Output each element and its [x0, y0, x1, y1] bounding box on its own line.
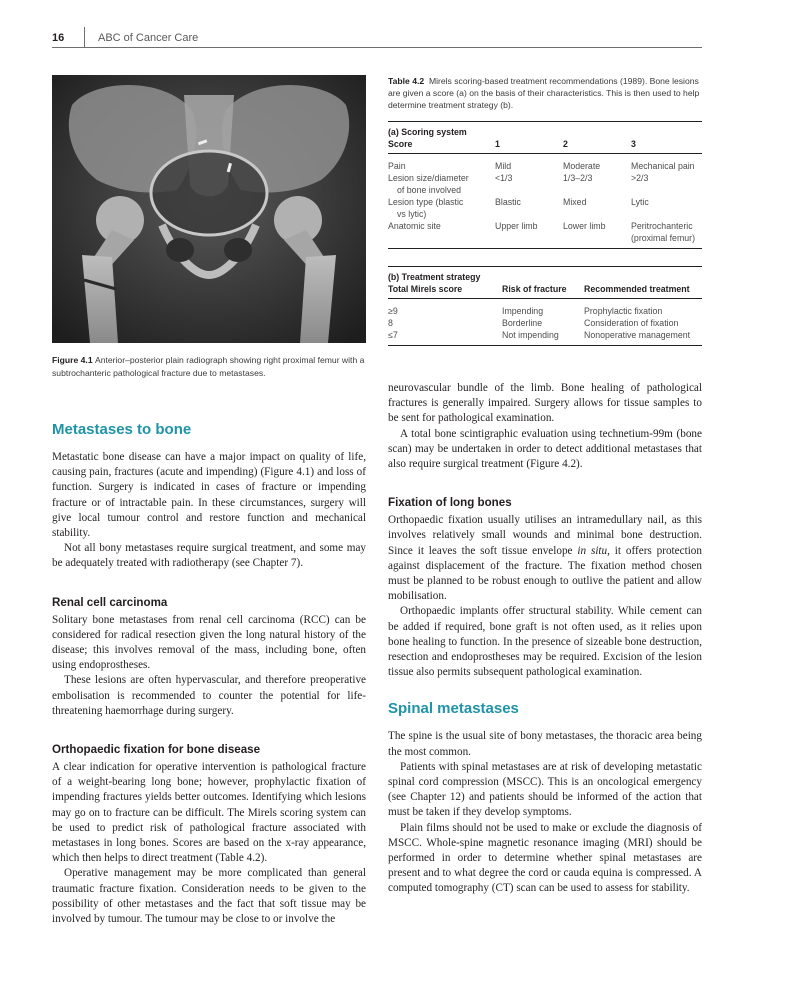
radiograph-image — [52, 75, 366, 343]
paragraph: A clear indication for operative intervention is pathological fracture of a weight-bearing long bone; however, prophylactic fixation of impending fractures yields better outcomes. Identifying which lesions may go on to fracture can be difficult. The Mirels scoring system can be used to predict risk of pathological fracture associated with metastases in long bones. Scores are based on the x-ray appearance, which then helps to direct treatment (Table 4.2). — [52, 761, 366, 865]
table-header-cell: Recommended treatment — [584, 284, 690, 294]
table-cell: Not impending — [502, 330, 559, 340]
table-cell: >2/3 — [631, 173, 649, 183]
table-cell: Moderate — [563, 161, 601, 171]
paragraph: Not all bony metastases require surgical treatment, and some may be adequately treated with radiotherapy (see Chapter 7). — [52, 542, 366, 570]
table-cell: 1/3–2/3 — [563, 173, 593, 183]
paragraph: Plain films should not be used to make or exclude the diagnosis of MSCC. Whole-spine magnetic resonance imaging (MRI) should be performed in order to determine whether spinal metastases are present and to what degree the cord or cauda equina is compressed. A computed tomography (CT) scan can be used to assess for stability. — [388, 821, 702, 895]
paragraph: These lesions are often hypervascular, and therefore preoperative embolisation is recommended to counter the potential for life-threatening haemorrhage during surgery. — [52, 674, 366, 717]
pelvis-xray-illustration — [52, 75, 366, 343]
heading-metastases-to-bone: Metastases to bone — [52, 421, 192, 438]
table-cell: Blastic — [495, 197, 521, 207]
table-cell: Anatomic site — [388, 221, 441, 231]
table-cell: <1/3 — [495, 173, 513, 183]
table-header-cell: 2 — [563, 139, 568, 149]
figure-caption-text: Anterior–posterior plain radiograph showing right proximal femur with a subtrochanteric pathological fracture due to metastases. — [52, 355, 365, 378]
figure-label: Figure 4.1 — [52, 355, 93, 365]
paragraph: The spine is the usual site of bony metastases, the thoracic area being the most common. — [388, 730, 702, 758]
table-caption — [388, 75, 702, 111]
heading-fixation-of-long-bones: Fixation of long bones — [388, 496, 512, 510]
table-row — [388, 172, 702, 196]
table-header-cell: Total Mirels score — [388, 284, 463, 294]
right-column — [388, 75, 702, 897]
paragraph: Operative management may be more complicated than general traumatic fracture fixation. Consideration needs to be given to the possibility of other metastases and the fact that soft tissue may be involved by tumour. The tumour may be close to or involve the — [52, 867, 366, 926]
table-cell: Prophylactic fixation — [584, 306, 663, 316]
header-rule — [52, 47, 702, 48]
table-label: Table 4.2 — [388, 76, 425, 86]
table-cell — [631, 220, 702, 249]
table-cell-text: Lesion size/diameter — [388, 173, 469, 183]
table-row — [388, 299, 702, 318]
table-cell: ≤7 — [388, 330, 398, 340]
table-cell-text: (proximal femur) — [631, 233, 696, 243]
table-cell: Mixed — [563, 197, 587, 207]
paragraph — [388, 513, 702, 604]
table-cell — [388, 196, 495, 220]
table-header-cell: Risk of fracture — [502, 284, 567, 294]
treatment-strategy-table — [388, 266, 702, 346]
paragraph-text: Orthopaedic fixation usually utilises an intramedullary nail, as this involves relatively small wounds and minimal bone destruction. Since it leaves the soft tissue envelope — [388, 514, 702, 557]
table-part-b-title: (b) Treatment strategy — [388, 272, 481, 282]
scoring-system-table — [388, 121, 702, 249]
table-cell: Nonoperative management — [584, 330, 691, 340]
paragraph: Patients with spinal metastases are at risk of developing metastatic spinal cord compression (MSCC). This is an oncological emergency (see Chapter 12) and patients should be informed of the action that must be taken if they develop symptoms. — [388, 760, 702, 819]
heading-spinal-metastases: Spinal metastases — [388, 700, 519, 718]
book-title: ABC of Cancer Care — [98, 32, 199, 44]
paragraph-italic-text: in situ — [577, 544, 608, 557]
table-cell: ≥9 — [388, 306, 398, 316]
table-cell: Consideration of fixation — [584, 318, 679, 328]
table-cell: Mild — [495, 161, 512, 171]
table-part-a-title: (a) Scoring system — [388, 127, 467, 137]
table-cell-text: Peritrochanteric — [631, 221, 693, 231]
table-cell: Upper limb — [495, 221, 538, 231]
table-cell: Mechanical pain — [631, 161, 695, 171]
table-cell: Lower limb — [563, 221, 606, 231]
table-cell-text: of bone involved — [397, 185, 462, 195]
table-header-cell: 3 — [631, 139, 636, 149]
table-row — [388, 317, 702, 329]
table-cell-text: vs lytic) — [397, 209, 427, 219]
heading-renal-cell-carcinoma: Renal cell carcinoma — [52, 595, 168, 609]
paragraph: neurovascular bundle of the limb. Bone healing of pathological fractures is generally impaired. Surgery allows for tissue samples to be sent for pathological examination. — [388, 382, 702, 425]
paragraph: A total bone scintigraphic evaluation using technetium-99m (bone scan) may be undertaken in order to detect additional metastases that also require surgical treatment (Figure 4.2). — [388, 427, 702, 471]
table-cell: Lytic — [631, 197, 649, 207]
table-caption-text: Mirels scoring-based treatment recommendations (1989). Bone lesions are given a score (a) on the basis of their characteristics. This is then used to help determine treatment strategy (b). — [388, 76, 700, 110]
header-divider — [84, 27, 85, 47]
table-cell: Impending — [502, 306, 544, 316]
running-header — [52, 27, 702, 47]
page-number: 16 — [52, 32, 65, 44]
table-cell-text: Lesion type (blastic — [388, 197, 464, 207]
heading-orthopaedic-fixation: Orthopaedic fixation for bone disease — [52, 743, 261, 757]
paragraph-text: , it offers protection against displacement of the fracture. The fixation method chosen must be planned to be robust enough to outlive the patient and allow mobilisation. — [388, 544, 702, 603]
table-cell — [388, 172, 495, 196]
table-row — [388, 154, 702, 173]
table-cell: 8 — [388, 318, 393, 328]
table-row — [388, 329, 702, 346]
paragraph: Solitary bone metastases from renal cell carcinoma (RCC) can be considered for radical resection given the long natural history of the disease; this involves removal of the mass, including bone, often using endoprostheses. — [52, 613, 366, 672]
table-header-cell: 1 — [495, 139, 500, 149]
table-header-cell: Score — [388, 139, 413, 149]
table-row — [388, 220, 702, 249]
figure-caption — [52, 354, 366, 379]
paragraph: Orthopaedic implants offer structural stability. While cement can be added if required, bone graft is not often used, as it relies upon bone healing to function. In the presence of sizeable bone destruction, resection and endoprostheses may be required. Excision of the lesion tissue also permits subsequent pathological examination. — [388, 605, 702, 679]
left-column — [52, 75, 366, 927]
table-row — [388, 196, 702, 220]
paragraph: Metastatic bone disease can have a major impact on quality of life, causing pain, fractures (acute and impending) (Figure 4.1) and loss of function. Surgery is indicated in cases of fracture or impending fracture or of intractable pain. In these circumstances, surgery will give local tumour control and restore function and mechanical stability. — [52, 451, 366, 540]
table-cell: Borderline — [502, 318, 543, 328]
table-cell: Pain — [388, 161, 406, 171]
